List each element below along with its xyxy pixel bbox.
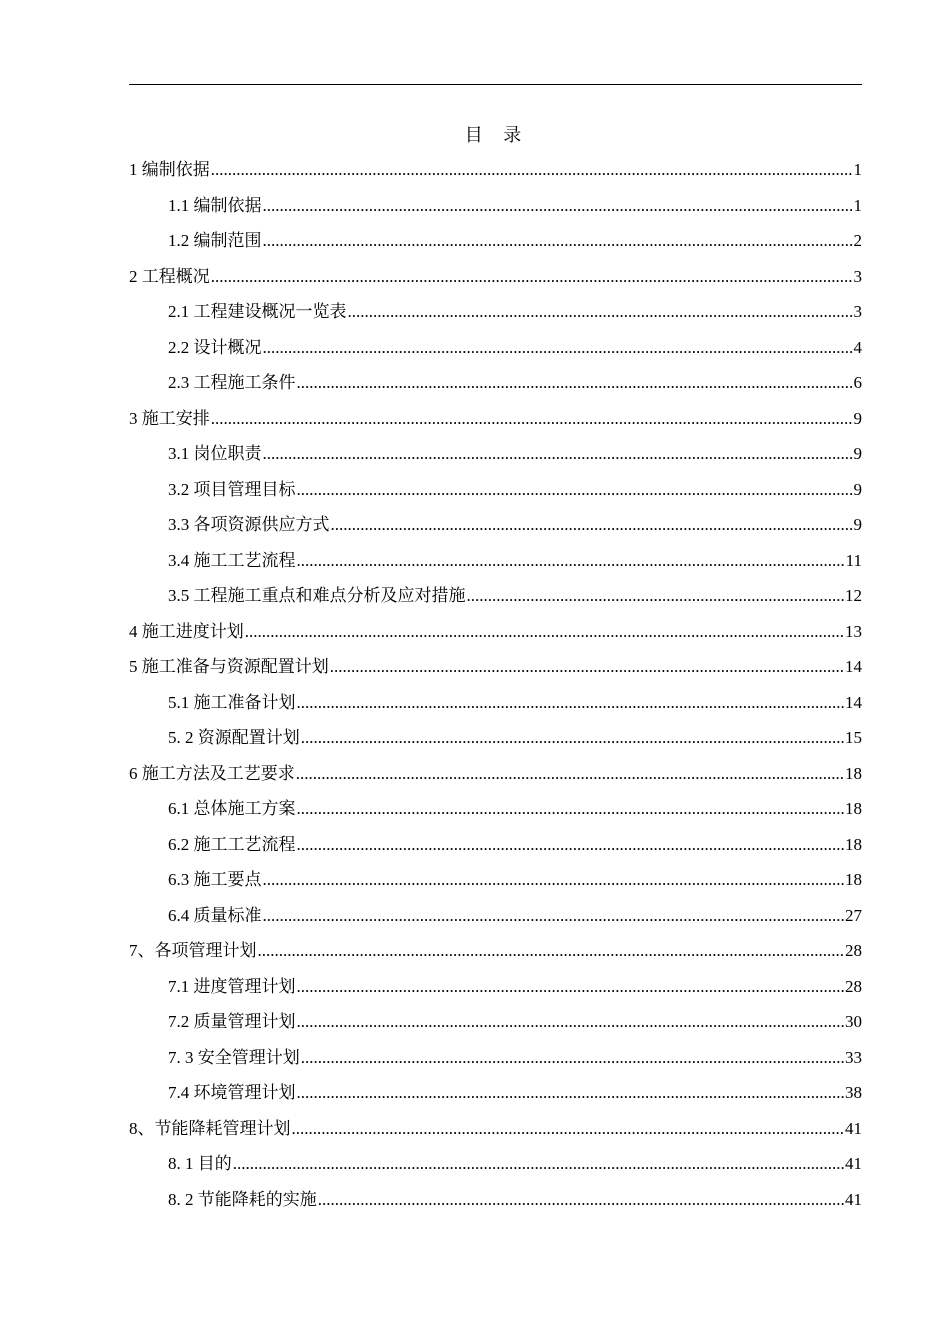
toc-entry[interactable] <box>129 507 862 543</box>
toc-entry[interactable] <box>129 152 862 188</box>
toc-entry-label: 5. 2 资源配置计划 <box>168 728 300 747</box>
toc-entry-label: 2 工程概况 <box>129 266 210 286</box>
toc-entry-page-number: 33 <box>845 1047 862 1067</box>
toc-entry[interactable] <box>129 294 862 330</box>
toc-dot-leader <box>297 1004 845 1040</box>
toc-title: 目 录 <box>464 125 530 145</box>
toc-entry-label: 2.2 设计概况 <box>168 337 262 357</box>
toc-entry-page-number: 41 <box>845 1118 862 1138</box>
toc-dot-leader <box>245 614 844 650</box>
toc-entry-page-number: 4 <box>853 337 862 357</box>
toc-entry[interactable] <box>129 1111 862 1147</box>
toc-entry-label: 4 施工进度计划 <box>129 621 244 641</box>
toc-dot-leader <box>211 401 853 437</box>
toc-dot-leader <box>297 791 845 827</box>
toc-entry-page-number: 14 <box>845 692 862 712</box>
toc-dot-leader <box>318 1182 844 1218</box>
toc-entry[interactable] <box>129 791 862 827</box>
toc-entry[interactable] <box>129 365 862 401</box>
toc-dot-leader <box>263 188 853 224</box>
toc-entry-label: 5.1 施工准备计划 <box>168 692 296 712</box>
toc-entry[interactable] <box>129 898 862 934</box>
toc-dot-leader <box>297 543 845 579</box>
toc-entry-page-number: 1 <box>853 160 862 179</box>
toc-entry[interactable] <box>129 259 862 295</box>
toc-dot-leader <box>301 720 844 756</box>
toc-entry[interactable] <box>129 1146 862 1182</box>
toc-entry-page-number: 9 <box>853 444 862 463</box>
toc-entry-page-number: 9 <box>853 408 862 428</box>
toc-entry[interactable] <box>129 1182 862 1218</box>
toc-entry[interactable] <box>129 436 862 472</box>
toc-entry-page-number: 18 <box>845 870 862 889</box>
toc-entry-label: 3 施工安排 <box>129 408 210 428</box>
toc-dot-leader <box>467 578 845 614</box>
toc-entry[interactable] <box>129 720 862 756</box>
header-rule <box>129 84 862 85</box>
toc-entry-label: 6.2 施工工艺流程 <box>168 834 296 854</box>
toc-entry-page-number: 18 <box>845 799 862 818</box>
toc-entry-label: 2.1 工程建设概况一览表 <box>168 302 347 321</box>
toc-entry-label: 3.1 岗位职责 <box>168 444 262 463</box>
toc-entry-label: 7.2 质量管理计划 <box>168 1012 296 1031</box>
toc-entry-label: 6.4 质量标准 <box>168 905 262 925</box>
toc-entry-label: 1.1 编制依据 <box>168 195 262 215</box>
table-of-contents <box>129 152 862 1217</box>
toc-dot-leader <box>233 1146 844 1182</box>
toc-entry-label: 6.3 施工要点 <box>168 870 262 889</box>
toc-entry-label: 7.4 环境管理计划 <box>168 1083 296 1102</box>
toc-entry-label: 8. 1 目的 <box>168 1154 232 1173</box>
toc-dot-leader <box>331 507 853 543</box>
toc-entry-page-number: 3 <box>853 302 862 321</box>
toc-dot-leader <box>296 756 844 792</box>
toc-entry-page-number: 18 <box>845 763 862 783</box>
toc-entry-page-number: 18 <box>845 834 862 854</box>
toc-dot-leader <box>348 294 853 330</box>
toc-entry-label: 1.2 编制范围 <box>168 231 262 250</box>
toc-dot-leader <box>258 933 845 969</box>
toc-dot-leader <box>330 649 844 685</box>
toc-entry[interactable] <box>129 188 862 224</box>
toc-entry[interactable] <box>129 862 862 898</box>
toc-entry[interactable] <box>129 933 862 969</box>
toc-entry-label: 7.1 进度管理计划 <box>168 976 296 996</box>
toc-entry-label: 3.3 各项资源供应方式 <box>168 515 330 534</box>
toc-entry[interactable] <box>129 223 862 259</box>
toc-entry[interactable] <box>129 756 862 792</box>
toc-entry-page-number: 41 <box>845 1154 862 1173</box>
toc-entry-label: 3.2 项目管理目标 <box>168 479 296 499</box>
toc-entry-label: 7. 3 安全管理计划 <box>168 1047 300 1067</box>
toc-dot-leader <box>263 436 853 472</box>
toc-entry[interactable] <box>129 543 862 579</box>
toc-dot-leader <box>263 862 845 898</box>
toc-entry-label: 5 施工准备与资源配置计划 <box>129 657 329 676</box>
toc-entry[interactable] <box>129 330 862 366</box>
toc-entry-label: 3.5 工程施工重点和难点分析及应对措施 <box>168 586 466 605</box>
toc-dot-leader <box>297 1075 845 1111</box>
toc-entry[interactable] <box>129 685 862 721</box>
toc-entry-label: 2.3 工程施工条件 <box>168 373 296 392</box>
toc-entry-page-number: 14 <box>845 657 862 676</box>
toc-entry[interactable] <box>129 1075 862 1111</box>
toc-entry[interactable] <box>129 472 862 508</box>
toc-dot-leader <box>263 898 845 934</box>
toc-entry-label: 8、节能降耗管理计划 <box>129 1118 291 1138</box>
toc-entry-page-number: 12 <box>845 586 862 605</box>
toc-entry-page-number: 6 <box>853 373 862 392</box>
toc-entry-page-number: 41 <box>845 1189 862 1209</box>
toc-entry[interactable] <box>129 401 862 437</box>
toc-dot-leader <box>211 152 853 188</box>
toc-entry[interactable] <box>129 614 862 650</box>
toc-entry-label: 8. 2 节能降耗的实施 <box>168 1189 317 1209</box>
toc-entry[interactable] <box>129 1040 862 1076</box>
toc-entry[interactable] <box>129 649 862 685</box>
toc-entry-label: 1 编制依据 <box>129 160 210 179</box>
toc-entry-page-number: 1 <box>853 195 862 215</box>
toc-dot-leader <box>211 259 853 295</box>
toc-dot-leader <box>297 827 845 863</box>
toc-dot-leader <box>263 223 853 259</box>
toc-entry-page-number: 13 <box>845 621 862 641</box>
toc-entry-page-number: 28 <box>845 941 862 960</box>
toc-entry-page-number: 28 <box>845 976 862 996</box>
toc-dot-leader <box>263 330 853 366</box>
toc-dot-leader <box>292 1111 845 1147</box>
toc-entry-page-number: 9 <box>853 479 862 499</box>
toc-entry[interactable] <box>129 827 862 863</box>
toc-entry-label: 7、各项管理计划 <box>129 941 257 960</box>
toc-entry[interactable] <box>129 578 862 614</box>
toc-dot-leader <box>297 365 853 401</box>
toc-dot-leader <box>297 969 845 1005</box>
toc-entry-page-number: 30 <box>845 1012 862 1031</box>
toc-entry-page-number: 38 <box>845 1083 862 1102</box>
toc-entry-label: 6 施工方法及工艺要求 <box>129 763 295 783</box>
toc-entry-page-number: 15 <box>845 728 862 747</box>
toc-dot-leader <box>297 472 853 508</box>
toc-entry[interactable] <box>129 969 862 1005</box>
toc-entry-page-number: 27 <box>845 905 862 925</box>
toc-entry-page-number: 3 <box>853 266 862 286</box>
toc-entry-page-number: 2 <box>853 231 862 250</box>
toc-entry-page-number: 9 <box>853 515 862 534</box>
toc-entry[interactable] <box>129 1004 862 1040</box>
toc-entry-label: 6.1 总体施工方案 <box>168 799 296 818</box>
toc-dot-leader <box>297 685 845 721</box>
toc-entry-page-number: 11 <box>845 550 862 570</box>
toc-entry-label: 3.4 施工工艺流程 <box>168 550 296 570</box>
toc-dot-leader <box>301 1040 844 1076</box>
